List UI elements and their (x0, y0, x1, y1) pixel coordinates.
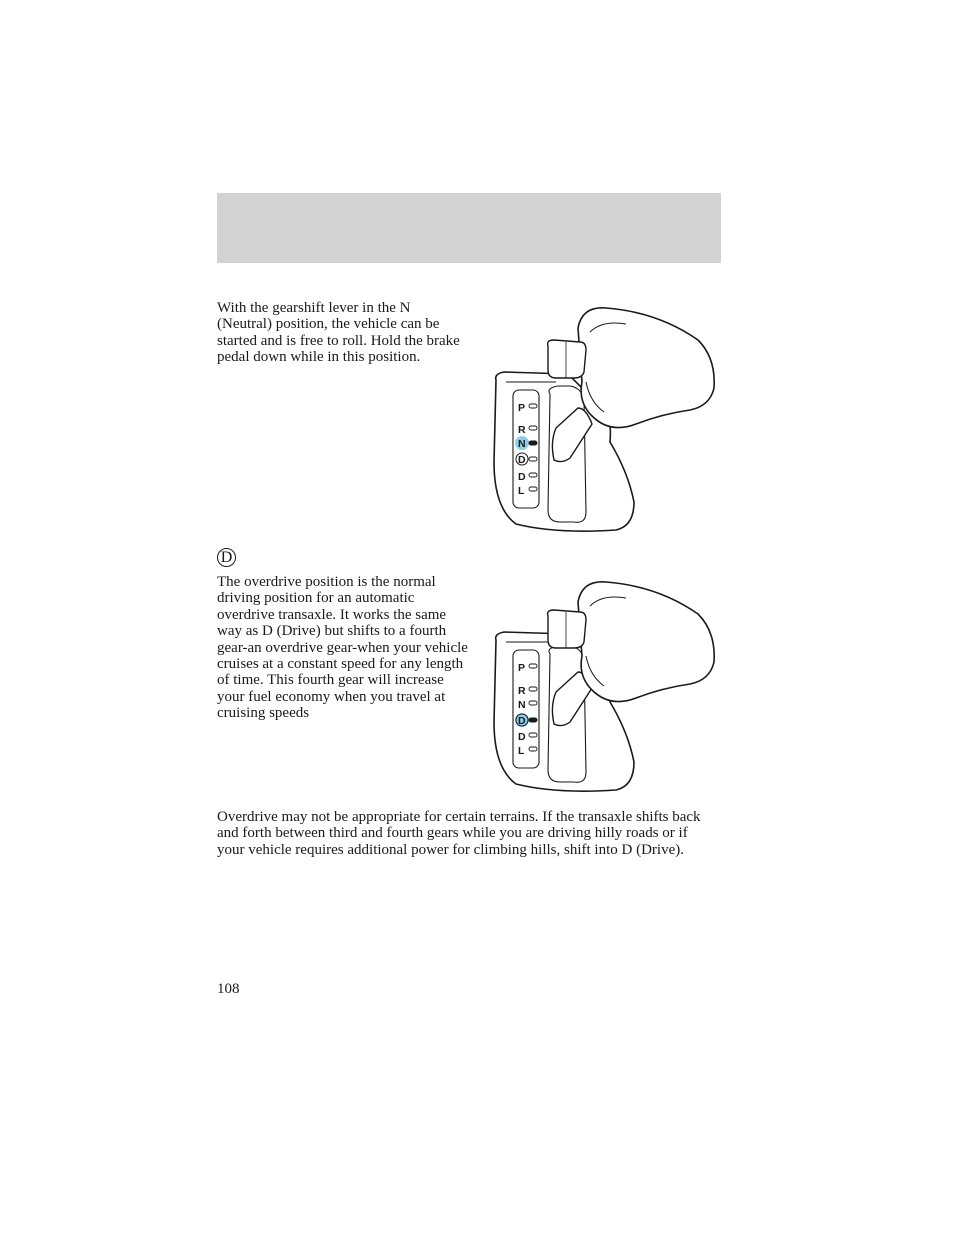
overdrive-symbol-icon (217, 548, 236, 567)
section-header-band (217, 193, 721, 263)
gear-label-l: L (518, 745, 525, 757)
neutral-paragraph: With the gearshift lever in the N (Neutral) position, the vehicle can be started and is free to roll. Hold the brake pedal down while in this position. (217, 300, 460, 366)
gear-label-d: D (518, 731, 526, 743)
gear-label-n: N (518, 438, 526, 450)
gear-label-n: N (518, 699, 526, 711)
overdrive-paragraph: The overdrive position is the normal driving position for an automatic overdrive transaxle. It works the same way as D (Drive) but shifts to a fourth gear-an overdrive gear-when your vehicle cruises at a constant speed for any length of time. This fourth gear will increase your fuel economy when you travel at cruising speeds (217, 574, 468, 722)
terrain-paragraph: Overdrive may not be appropriate for certain terrains. If the transaxle shifts back and forth between third and fourth gears while you are driving hilly roads or if your vehicle requires additional power for climbing hills, shift into D (Drive). (217, 809, 701, 858)
overdrive-symbol-letter: D (220, 548, 233, 566)
gearshift-neutral-illustration (486, 302, 718, 534)
gear-label-od: D (518, 715, 526, 727)
page-number: 108 (217, 981, 240, 997)
gear-label-d: D (518, 471, 526, 483)
gear-label-r: R (518, 685, 526, 697)
gear-label-r: R (518, 424, 526, 436)
gearshift-overdrive-illustration (486, 576, 718, 808)
gear-label-p: P (518, 662, 526, 674)
gear-label-p: P (518, 402, 526, 414)
gear-label-od: D (518, 454, 526, 466)
gear-label-l: L (518, 485, 525, 497)
